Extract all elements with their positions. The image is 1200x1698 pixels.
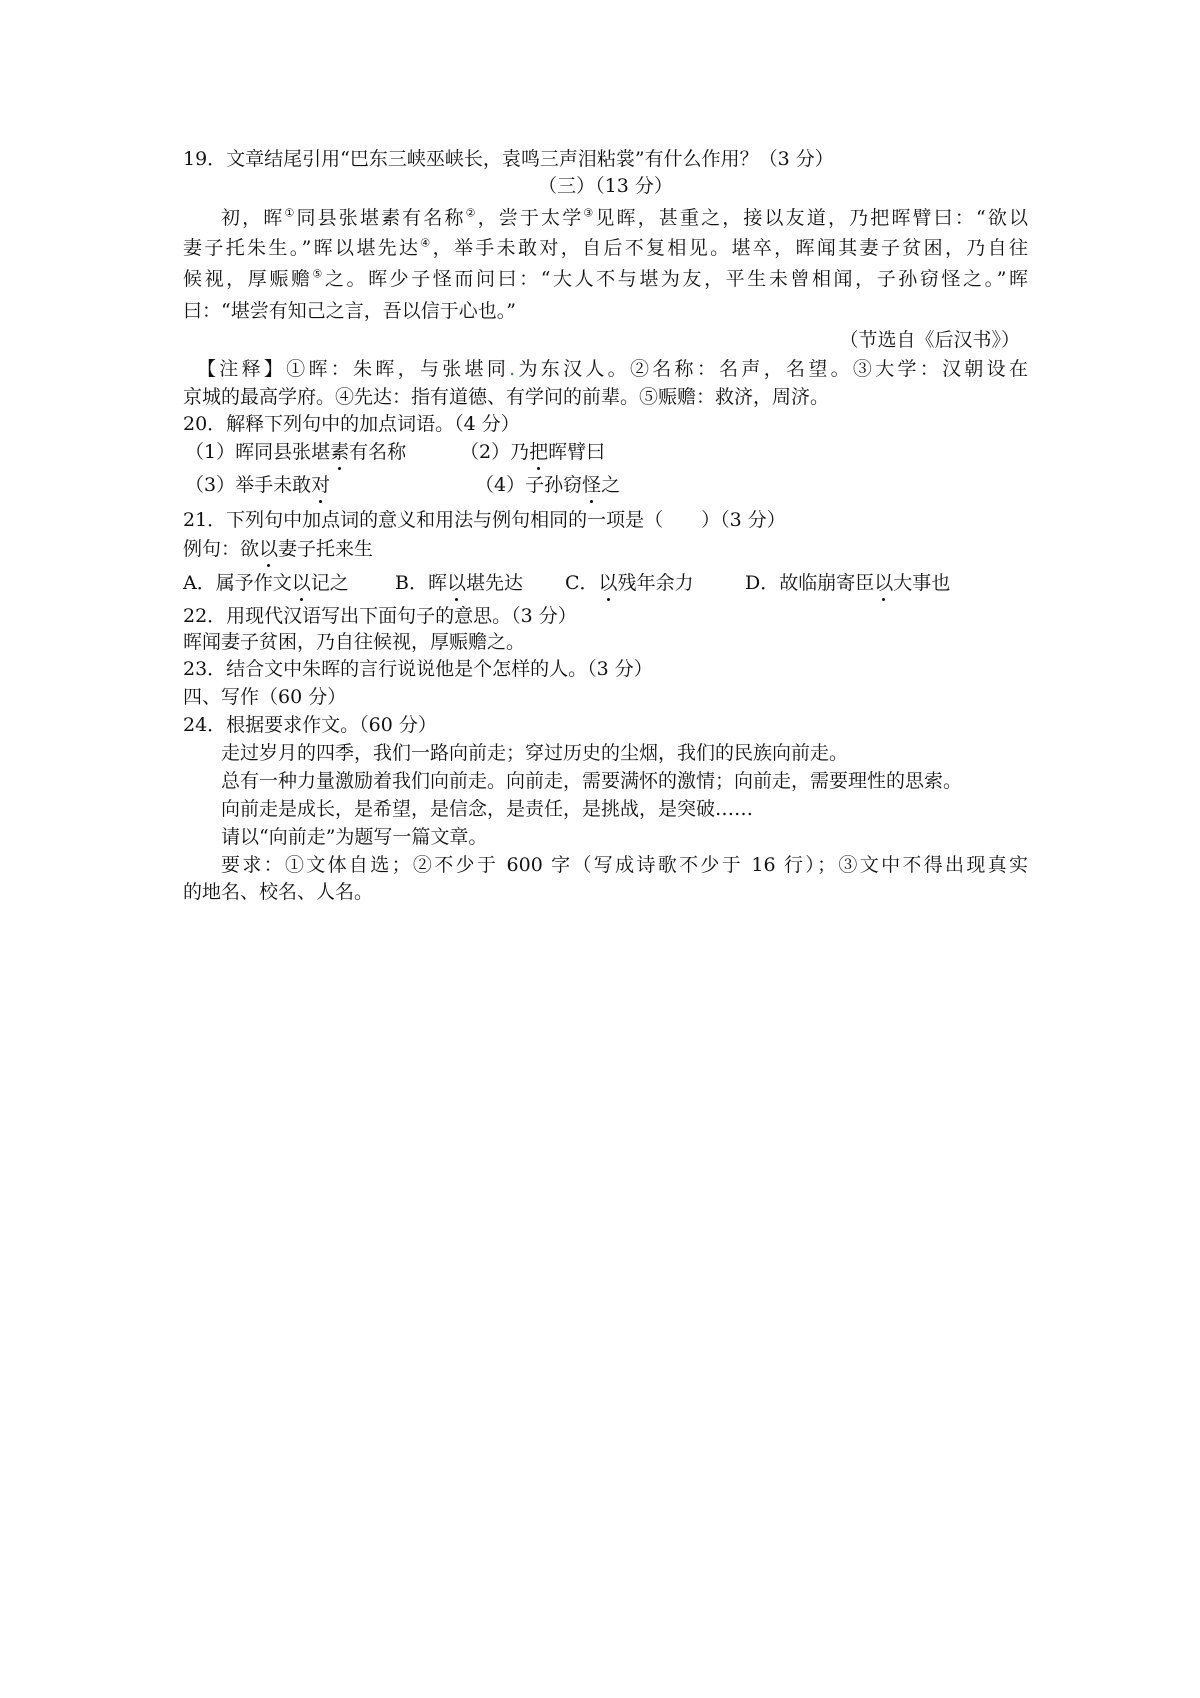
question-21-example: 例句：欲以妻子托来生 [183,538,374,560]
question-23-title: 23．结合文中朱晖的言行说说他是个怎样的人。（3 分） [183,658,653,680]
q20-item-4: （4）子孙窃怪之 [475,474,621,496]
question-20-items-row-1 [185,439,1030,465]
option-d: D．故临崩寄臣以大事也 [745,572,951,594]
question-20-title: 20．解释下列句中的加点词语。（4 分） [183,413,520,435]
question-20-items-row-2 [185,472,1030,498]
option-a: A．属予作文以记之 [183,572,349,594]
question-19: 19．文章结尾引用“巴东三峡巫峡长，袁鸣三声泪粘裳”有什么作用？（3 分） [183,148,834,170]
prompt-requirements-line-2: 的地名、校名、人名。 [183,881,374,903]
section-3-heading: （三）（13 分） [538,175,673,197]
prompt-line-3: 向前走是成长，是希望，是信念，是责任，是挑战，是突破…… [221,798,754,820]
passage-line-3: 候视，厚赈赡⑤之。晖少子怪而问曰：“大人不与堪为友，平生未曾相闻，子孙窃怪之。”晖 [183,267,1028,290]
notes-line-2: 京城的最高学府。④先达：指有道德、有学问的前辈。⑤赈赡：救济，周济。 [183,386,830,408]
prompt-line-4: 请以“向前走”为题写一篇文章。 [221,826,488,848]
q20-item-3: （3）举手未敢对 [185,474,331,496]
prompt-line-1: 走过岁月的四季，我们一路向前走；穿过历史的尘烟，我们的民族向前走。 [221,742,849,764]
option-c: C．以残年余力 [565,572,694,594]
question-21-options [183,570,1028,596]
question-21-title: 21．下列句中加点词的意义和用法与例句相同的一项是（ ）（3 分） [183,509,786,531]
question-22-title: 22．用现代汉语写出下面句子的意思。（3 分） [183,605,577,627]
notes-line-1: 【注释】①晖：朱晖，与张堪同.为东汉人。②名称：名声，名望。③大学：汉朝设在 [197,358,1028,380]
passage-line-2: 妻子托朱生。”晖以堪先达④，举手未敢对，自后不复相见。堪卒，晖闻其妻子贫困，乃自往 [183,236,1028,259]
passage-source: （节选自《后汉书》） [839,329,1020,351]
prompt-line-2: 总有一种力量激励着我们向前走。向前走，需要满怀的激情；向前走，需要理性的思索。 [221,770,963,792]
prompt-requirements-line-1: 要求：①文体自选；②不少于 600 字（写成诗歌不少于 16 行）；③文中不得出现真实 [221,854,1028,876]
option-b: B．晖以堪先达 [395,572,523,594]
q20-item-1: （1）晖同县张堪素有名称 [185,441,407,463]
part-4-heading: 四、写作（60 分） [183,686,347,708]
passage-line-1: 初，晖①同县张堪素有名称②，尝于太学③见晖，甚重之，接以友道，乃把晖臂曰：“欲以 [221,206,1028,229]
question-22-sentence: 晖闻妻子贫困，乃自往候视，厚赈赡之。 [183,631,526,653]
question-24-title: 24．根据要求作文。（60 分） [183,714,437,736]
q20-item-2: （2）乃把晖臂曰 [460,441,606,463]
passage-line-4: 曰：“堪尝有知己之言，吾以信于心也。” [183,300,516,322]
